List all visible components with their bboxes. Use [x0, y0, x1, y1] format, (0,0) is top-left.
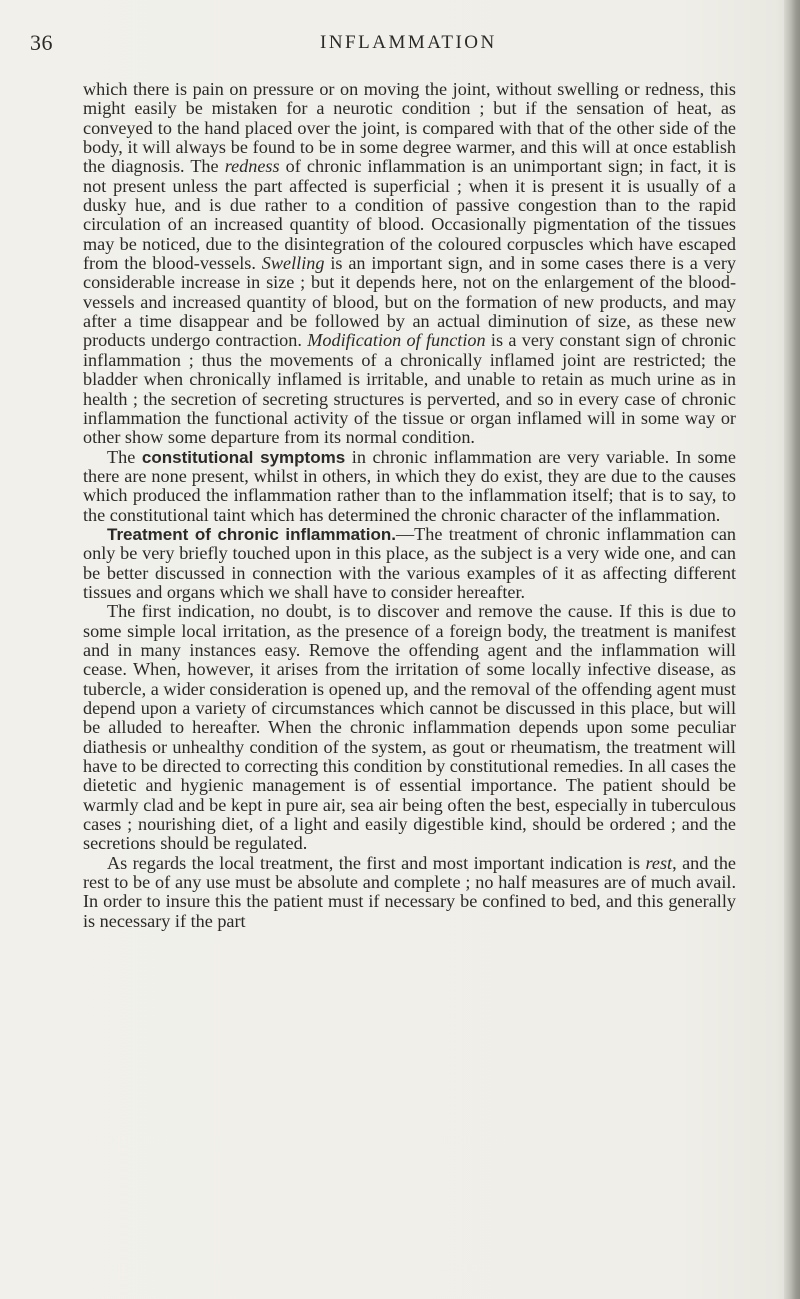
paragraph — [83, 602, 736, 853]
text-run: is a very constant sign of chronic inflammation ; thus the movements of a chronically inflamed joint are restricted; the bladder when chronically inflamed is irritable, and unable to retain as much urine as in health ; the secretion of secreting structures is perverted, and so in every case of chronic inflammation the functional activity of the tissue or organ inflamed will in some way or other show some departure from its normal condition. — [83, 330, 736, 448]
italic-term: redness — [224, 156, 280, 177]
paragraph — [83, 448, 736, 525]
text-run: As regards the local treatment, the first and most important indication is — [107, 852, 646, 873]
page-header — [30, 30, 750, 64]
paragraph — [83, 854, 736, 931]
text-run: is an important sign, and in some cases there is a very considerable increase in size ; but it depends here, not on the enlargement of the blood-vessels and increased quantity of blood, but on the formation of new products, and may after a time disappear and be followed by an actual diminution of size, as these new products undergo contraction. — [83, 253, 736, 351]
text-run: of chronic inflammation is an unimportant sign; in fact, it is not present unless the part affected is superficial ; when it is present it is usually of a dusky hue, and is due rather to a condition of passive congestion than to the rapid circulation of an increased quantity of blood. Occasionally pigmentation of the tissues may be noticed, due to the disintegration of the coloured corpuscles which have escaped from the blood-vessels. — [83, 156, 736, 274]
running-head: INFLAMMATION — [320, 32, 497, 53]
italic-term: Swelling — [261, 253, 325, 274]
page-edge — [784, 0, 800, 1299]
text-run: which there is pain on pressure or on moving the joint, without swelling or redness, this might easily be mistaken for a neurotic condition ; but if the sensation of heat, as conveyed to the hand placed over the joint, is compared with that of the other side of the body, it will always be found to be in some degree warmer, and this will at once establish the diagnosis. The — [83, 79, 736, 177]
paragraph — [83, 80, 736, 448]
text-run: —The treatment of chronic inflammation can only be very briefly touched upon in this place, as the subject is a very wide one, and can be better discussed in connection with the various examples of it as affecting different tissues and organs which we shall have to consider hereafter. — [83, 523, 736, 602]
italic-term: Modification of function — [307, 330, 486, 351]
text-run: , and the rest to be of any use must be absolute and complete ; no half measures are of much avail. In order to insure this the patient must if necessary be confined to bed, and this generally is necessary if the part — [83, 852, 737, 931]
paragraph — [83, 525, 736, 602]
text-run: in chronic inflammation are very variable. In some there are none present, whilst in others, in which they do exist, they are due to the causes which produced the inflammation rather than to the inflammation itself; that is to say, to the constitutional taint which has determined the chronic character of the inflammation. — [83, 446, 736, 525]
body-text — [83, 80, 736, 931]
page-number: 36 — [30, 30, 53, 55]
text-run: The — [107, 446, 142, 467]
bold-heading: constitutional symptoms — [141, 447, 346, 467]
bold-heading: Treatment of chronic inflammation. — [107, 524, 396, 544]
italic-term: rest — [645, 852, 673, 873]
text-run: The first indication, no doubt, is to discover and remove the cause. If this is due to some simple local irritation, as the presence of a foreign body, the treatment is manifest and in many instances easy. Remove the offending agent and the inflammation will cease. When, however, it arises from the irritation of some locally infective disease, as tubercle, a wider consideration is opened up, and the removal of the offending agent must depend upon a variety of circumstances which cannot be discussed in this place, but will be alluded to hereafter. When the chronic inflammation depends upon some peculiar diathesis or unhealthy condition of the system, as gout or rheumatism, the treatment will have to be directed to correcting this condition by constitutional remedies. In all cases the dietetic and hygienic management is of essential importance. The patient should be warmly clad and be kept in pure air, sea air being often the best, especially in tuberculous cases ; nourishing diet, of a light and easily digestible kind, should be ordered ; and the secretions should be regulated. — [83, 601, 736, 854]
